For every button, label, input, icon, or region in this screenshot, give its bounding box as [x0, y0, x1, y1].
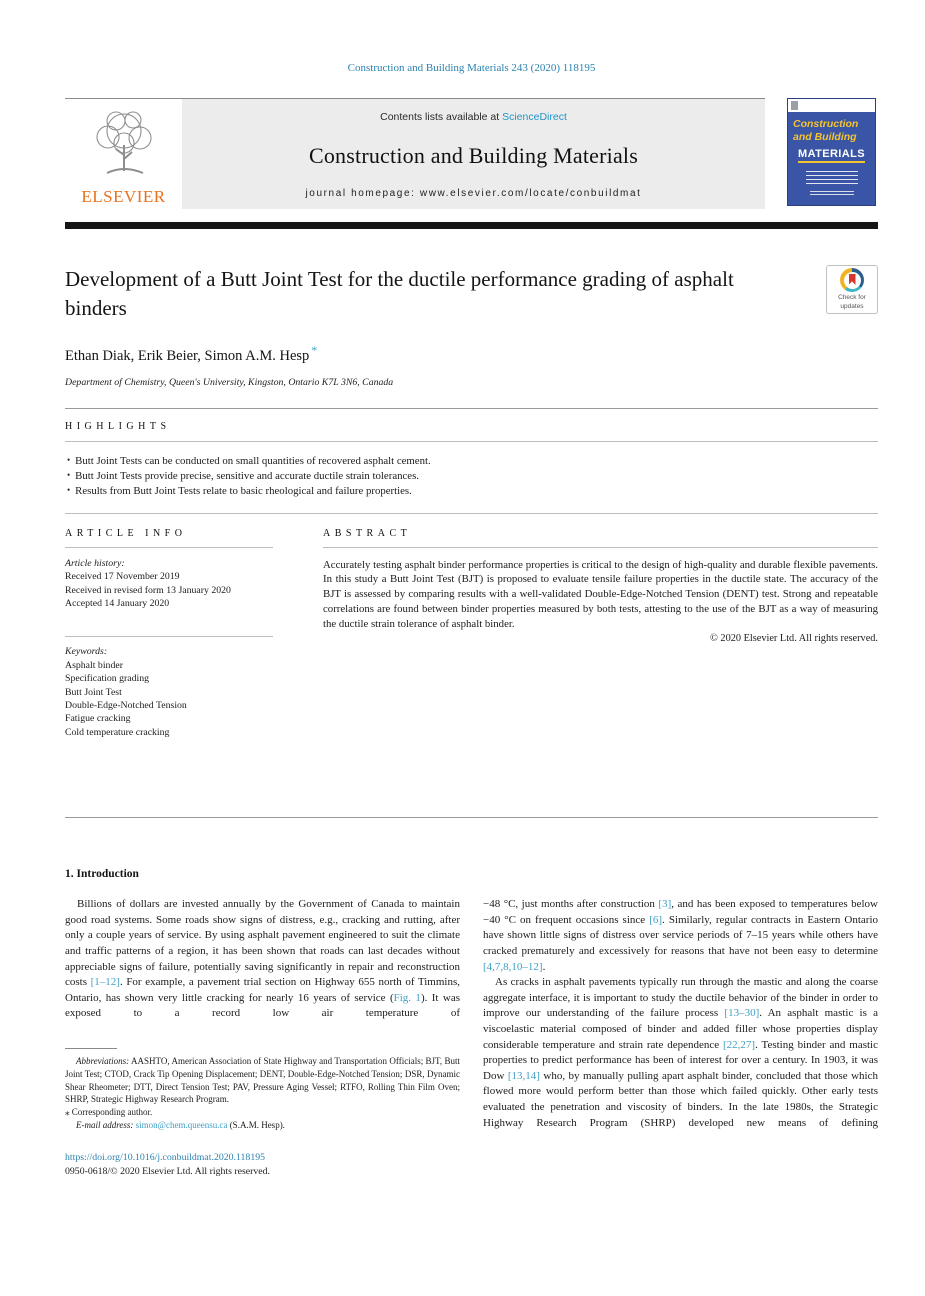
keywords-label: Keywords:: [65, 646, 108, 658]
body-paragraph: [483, 897, 878, 975]
journal-title: Construction and Building Materials: [308, 142, 639, 168]
text-segment: (S.A.M. Hesp).: [227, 1119, 285, 1130]
keyword: Butt Joint Test: [65, 686, 122, 698]
keyword: Specification grading: [65, 673, 150, 685]
keyword: Fatigue cracking: [65, 713, 131, 725]
article-info-heading: ARTICLE INFO: [65, 527, 187, 539]
keyword: Double-Edge-Notched Tension: [65, 700, 187, 712]
header-divider-bar: [65, 222, 878, 229]
abstract-column: [323, 528, 878, 739]
inline-reference-link[interactable]: [1–12]: [90, 976, 120, 989]
keyword: Cold temperature cracking: [65, 726, 170, 738]
cover-footer-lines: [810, 191, 854, 196]
cover-materials-word: MATERIALS: [798, 148, 865, 163]
abstract-text: Accurately testing asphalt binder performance properties is critical to the design of high-quality and durable flexible pavements. In this study a Butt Joint Test (BJT) is proposed to evaluate tensile failure properties in the ductile state. The accuracy of the BJT is assessed by comparing results with a well-validated Double-Edge-Notched Tension (DENT) test. Strong and repeatable correlations are found between binder properties measured by both tests, attesting to the use of the BJT as a way of measuring the ductile strain tolerance of asphalt binder.: [323, 558, 878, 630]
highlight-item: • Results from Butt Joint Tests relate to basic rheological and failure properties.: [67, 484, 878, 499]
contents-lists-line: [192, 111, 755, 123]
cover-top-strip: [788, 99, 875, 112]
abstract-copyright: © 2020 Elsevier Ltd. All rights reserved.: [710, 633, 878, 645]
article-title: Development of a Butt Joint Test for the ductile performance grading of asphalt binders: [65, 267, 734, 320]
footnote-block: [65, 1048, 460, 1132]
inline-reference-link[interactable]: [6]: [649, 913, 663, 926]
history-line: Received in revised form 13 January 2020: [65, 584, 231, 596]
sciencedirect-link[interactable]: ScienceDirect: [502, 111, 567, 123]
journal-banner-group: [65, 98, 765, 209]
abbreviations-footnote: [65, 1055, 460, 1106]
homepage-label: journal homepage:: [305, 188, 420, 199]
abstract-heading: ABSTRACT: [323, 527, 412, 539]
abstract-divider: [323, 547, 878, 548]
elsevier-wordmark: ELSEVIER: [81, 187, 166, 206]
contents-lists-text: Contents lists available at: [380, 111, 503, 123]
history-line: Received 17 November 2019: [65, 571, 180, 583]
text-segment: who, by manually pulling apart asphalt binder, concluded that those which flowed more would perform better than those which failed quickly. Other early tests evaluated the penetration and viscosity of binders. In the late 1980s, the Strategic Highway Research Program (SHRP) developed new means of defining: [483, 1069, 878, 1129]
inline-reference-link[interactable]: [13–30]: [724, 1007, 760, 1020]
publisher-mini-icon: [791, 101, 798, 110]
corresponding-author-note: ⁎ Corresponding author.: [65, 1107, 153, 1118]
body-paragraph: [65, 897, 460, 1022]
highlight-item: • Butt Joint Tests can be conducted on small quantities of recovered asphalt cement.: [67, 454, 878, 469]
text-segment: . An asphalt mastic is a viscoelastic material composed of binder and added filler whose properties display considerable temperature and strain rate dependence: [483, 1007, 878, 1051]
affiliation: Department of Chemistry, Queen's University, Kingston, Ontario K7L 3N6, Canada: [65, 376, 394, 388]
text-segment: ). It was exposed to a record low air temperature of: [65, 991, 460, 1020]
inline-reference-link[interactable]: [22,27]: [723, 1038, 756, 1051]
emphasized-text: Abbreviations:: [76, 1055, 130, 1066]
cover-title: Construction and Building: [793, 118, 859, 144]
doi-link[interactable]: https://doi.org/10.1016/j.conbuildmat.2020.118195: [65, 1151, 266, 1163]
check-updates-label: Check for updates: [838, 294, 866, 310]
text-segment: AASHTO, American Association of State Highway and Transportation Officials; BJT, Butt Joint Test; CTOD, Crack Tip Opening Displacement; DENT, Double-Edge-Notched Tension; DSR, Dynamic Shear Rheometer; DTT, Direct Tension Test; PAV, Pressure Aging Vessel; RTFO, Rolling Thin Film Oven; SHRP, Strategic Highway Research Program.: [65, 1055, 460, 1105]
section-divider: [65, 408, 878, 409]
corresponding-author-asterisk[interactable]: *: [311, 342, 318, 357]
two-column-body: [65, 897, 878, 1177]
text-segment: .: [542, 960, 546, 973]
section-heading-introduction: 1. Introduction: [65, 868, 139, 881]
crossmark-icon: [840, 268, 864, 292]
cover-subtitle-lines: [806, 171, 858, 187]
article-history: [65, 557, 310, 611]
journal-header: [65, 98, 878, 209]
keywords-block: [65, 645, 310, 739]
text-segment: As cracks in asphalt pavements typically run through the mastic and along the coarse aggregate interface, it is important to study the ductile behavior of the binder in order to improve our understanding of the failure process: [483, 976, 878, 1020]
left-column: [65, 897, 460, 1177]
inline-reference-link[interactable]: [3]: [658, 898, 672, 911]
keyword: Asphalt binder: [65, 659, 123, 671]
article-info-column: [65, 528, 310, 739]
issn-copyright-line: 0950-0618/© 2020 Elsevier Ltd. All rights reserved.: [65, 1165, 270, 1177]
journal-article-page: [0, 62, 925, 1177]
homepage-url-link[interactable]: www.elsevier.com/locate/conbuildmat: [419, 188, 642, 199]
text-segment: . Similarly, regular contracts in Eastern Ontario have shown little signs of distress over service periods of 7–15 years while others have cracked prematurely and excessively for reasons that have not been easy to determine: [483, 913, 878, 958]
footer-block: [65, 1152, 460, 1177]
email-footnote: [65, 1119, 460, 1132]
journal-homepage-line: [192, 188, 755, 199]
inline-reference-link[interactable]: [4,7,8,10–12]: [483, 960, 543, 973]
highlights-divider: [65, 441, 878, 442]
article-info-divider: [65, 547, 273, 548]
highlights-list: [67, 454, 878, 499]
journal-citation-link[interactable]: Construction and Building Materials 243 (2020) 118195: [347, 62, 596, 74]
inline-reference-link[interactable]: [13,14]: [507, 1069, 540, 1082]
author-names: Ethan Diak, Erik Beier, Simon A.M. Hesp: [65, 347, 310, 364]
title-block: [65, 265, 878, 323]
footnote-divider: [65, 1048, 117, 1049]
history-line: Accepted 14 January 2020: [65, 597, 170, 609]
right-column: [483, 897, 878, 1177]
text-segment: −48 °C, just months after construction: [483, 898, 659, 911]
bookmark-icon: [849, 274, 856, 285]
inline-reference-link[interactable]: Fig. 1: [393, 991, 421, 1004]
text-segment: , and has been exposed to temperatures below −40 °C on frequent occasions since: [483, 898, 878, 926]
body-top-divider: [65, 817, 878, 818]
inline-reference-link[interactable]: simon@chem.queensu.ca: [135, 1119, 228, 1130]
info-abstract-section: [65, 528, 878, 739]
highlights-heading: HIGHLIGHTS: [65, 420, 171, 432]
highlight-item: • Butt Joint Tests provide precise, sensitive and accurate ductile strain tolerances.: [67, 469, 878, 484]
check-for-updates-badge[interactable]: [826, 265, 878, 314]
elsevier-tree-icon: [81, 105, 167, 189]
text-segment: . For example, a pavement trial section on Highway 655 north of Timmins, Ontario, has shown very little cracking for nearly 16 years of service (: [65, 976, 461, 1004]
author-list: [65, 343, 878, 365]
body-paragraph: [483, 975, 878, 1131]
text-segment: Billions of dollars are invested annually by the Government of Canada to maintain good road systems. Some roads show signs of distress, e.g., cracking and rutting, after only a couple years of service. By using asphalt pavement engineered to suit the climate and traffic patterns of a region, it has been shown that roads can last decades without appreciable signs of failure, potentially saving significantly in repair and reconstruction costs: [65, 898, 460, 989]
text-segment: . Testing binder and mastic properties to predict performance has been of interest for over a century. In 1903, it was Dow: [483, 1038, 878, 1082]
article-history-label: Article history:: [65, 557, 125, 569]
elsevier-logo: [65, 99, 182, 209]
keywords-divider: [65, 636, 273, 637]
journal-cover-thumbnail[interactable]: [787, 98, 876, 206]
highlights-bottom-divider: [65, 513, 878, 514]
journal-banner: [182, 99, 765, 209]
emphasized-text: E-mail address:: [76, 1119, 136, 1130]
